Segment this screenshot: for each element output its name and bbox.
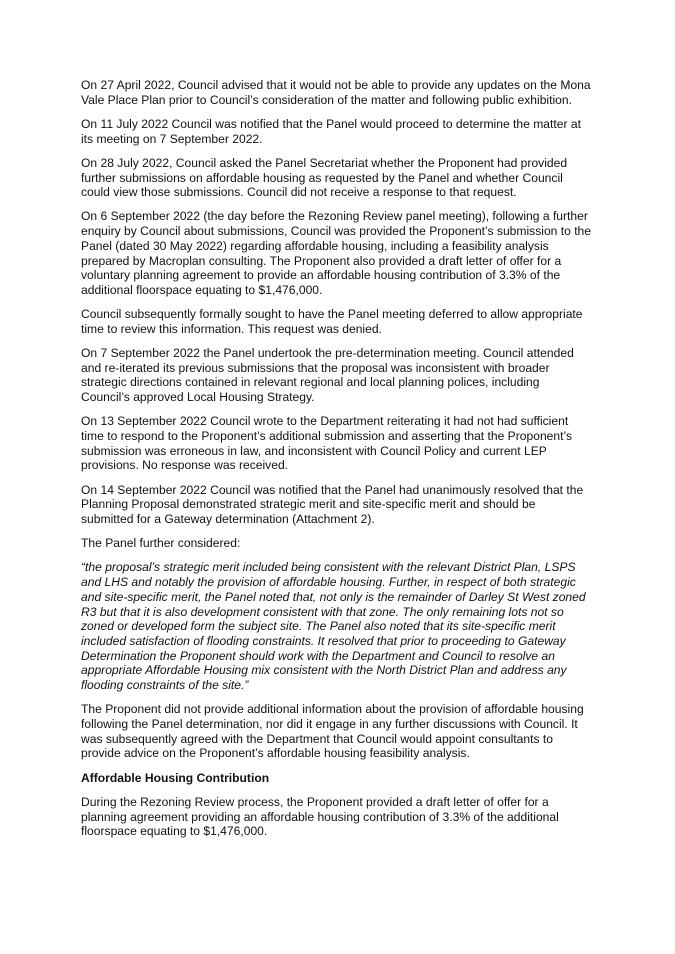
paragraph-proponent-submission: On 6 September 2022 (the day before the Rezoning Review panel meeting), following a further enquiry by Council about submissions, Council was provided the Proponent’s submission to the Panel (dated 30 May 2022) regarding affordable housing, including a feasibility analysis prepared by Macroplan consulting. The Proponent also provided a draft letter of offer for a voluntary planning agreement to provide an affordable housing contribution of 3.3% of the additional floorspace equating to $1,476,000. [81, 209, 592, 297]
paragraph-affordable-housing-contribution: During the Rezoning Review process, the Proponent provided a draft letter of offer for a planning agreement providing an affordable housing contribution of 3.3% of the additional floorspace equating to $1,476,000. [81, 794, 559, 839]
paragraph-council-asked-secretariat: On 28 July 2022, Council asked the Panel Secretariat whether the Proponent had provided further submissions on affordable housing as requested by the Panel and whether Council could view those submissions. Council did not receive a response to that request. [81, 155, 568, 200]
paragraph-council-notified-july: On 11 July 2022 Council was notified that the Panel would proceed to determine the matter at its meeting on 7 September 2022. [81, 116, 581, 146]
section-heading-affordable-housing: Affordable Housing Contribution [81, 770, 270, 785]
paragraph-pre-determination-meeting: On 7 September 2022 the Panel undertook the pre-determination meeting. Council attended and re-iterated its previous submissions that the proposal was inconsistent with broader strategic directions contained in relevant regional and local planning polices, including Council’s approved Local Housing Strategy. [81, 346, 574, 405]
document-body [81, 78, 591, 848]
paragraph-panel-resolved: On 14 September 2022 Council was notified that the Panel had unanimously resolved that the Planning Proposal demonstrated strategic merit and site-specific merit and should be submitted for a Gateway determination (Attachment 2). [81, 482, 584, 527]
paragraph-after-determination: The Proponent did not provide additional information about the provision of affordable housing following the Panel determination, nor did it engage in any further discussions with Council. It was subsequently agreed with the Department that Council would appoint consultants to provide advice on the Proponent’s affordable housing feasibility analysis. [81, 702, 584, 761]
paragraph-council-wrote-department: On 13 September 2022 Council wrote to the Department reiterating it had not had sufficient time to respond to the Proponent’s additional submission and asserting that the Proponent’s submission was erroneous in law, and inconsistent with Council Policy and current LEP provisions. No response was received. [81, 414, 573, 473]
panel-quote: “the proposal’s strategic merit included being consistent with the relevant District Plan, LSPS and LHS and notably the provision of affordable housing. Further, in respect of both strategic and site-specific merit, the Panel noted that, not only is the remainder of Darley St West zoned R3 but that it is also development consistent with that zone. The only remaining lots not so zoned or developed form the subject site. The Panel also noted that its site-specific merit included satisfaction of flooding constraints. It resolved that prior to proceeding to Gateway Determination the Proponent should work with the Department and Council to resolve an appropriate Affordable Housing mix consistent with the North District Plan and address any flooding constraints of the site.” [81, 560, 586, 693]
paragraph-deferral-request: Council subsequently formally sought to have the Panel meeting deferred to allow appropriate time to review this information. This request was denied. [81, 307, 583, 336]
paragraph-panel-considered: The Panel further considered: [81, 536, 241, 551]
paragraph-council-advised-april: On 27 April 2022, Council advised that it would not be able to provide any updates on the Mona Vale Place Plan prior to Council’s consideration of the matter and following public exhibition. [81, 78, 591, 107]
